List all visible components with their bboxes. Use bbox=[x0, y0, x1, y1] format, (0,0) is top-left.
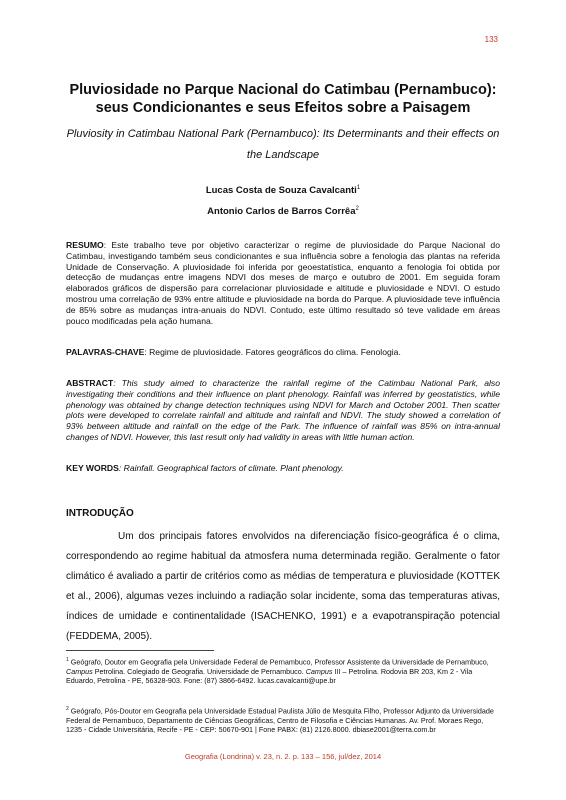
footnote-text: Geógrafo, Pós-Doutor em Geografia pela Universidade Estadual Paulista Júlio de Mesquita Filho, Professor Adjunto da Universidade Federal de Pernambuco, Departamento de Ciências Geográficas, Centro de Filosofia e Ciências Humanas. Av. Prof. Moraes Rego, 1235 - Cidade Universitária, Recife - PE - CEP: 50670-901 | Fone PABX: (81) 2126.8000. dbiase2001@terra.com.br bbox=[66, 706, 494, 734]
footnote-marker: 1 bbox=[66, 657, 69, 663]
resumo-block bbox=[66, 240, 500, 326]
palavras-chave-block bbox=[66, 347, 500, 358]
author-footnote-ref: 1 bbox=[356, 185, 361, 191]
author-1 bbox=[0, 185, 566, 196]
page-number: 133 bbox=[484, 35, 498, 44]
footnote-1 bbox=[66, 656, 500, 685]
abstract-label: ABSTRACT bbox=[66, 378, 114, 388]
footnote-italic: Campus bbox=[66, 666, 93, 676]
footnote-text: Geógrafo, Doutor em Geografia pela Universidade Federal de Pernambuco, Professor Assistente da Universidade de Pernambuco, bbox=[70, 657, 489, 667]
keywords-block bbox=[66, 463, 500, 474]
journal-footer: Geografia (Londrina) v. 23, n. 2. p. 133 – 156, jul/dez, 2014 bbox=[184, 752, 382, 761]
footnote-text: III – Petrolina. Rodovia BR 203, Km 2 - Vila Eduardo, Petrolina - PE, 56328-903. Fone: (87) 3866-6492. lucas.cavalcanti@upe.br bbox=[66, 666, 473, 685]
keywords-text: : Rainfall. Geographical factors of climate. Plant phenology. bbox=[118, 463, 344, 473]
footnote-marker: 2 bbox=[66, 706, 69, 712]
footnote-divider bbox=[66, 650, 214, 651]
paper-subtitle: Pluviosity in Catimbau National Park (Pernambuco): Its Determinants and their effects on the Landscape bbox=[66, 128, 500, 161]
footnote-2 bbox=[66, 705, 500, 734]
author-name: Antonio Carlos de Barros Corrêa bbox=[207, 206, 356, 218]
resumo-text: : Este trabalho teve por objetivo caracterizar o regime de pluviosidade do Parque Nacional do Catimbau, investigando também seus condicionantes e sua influência sobre a fenologia das plantas na referida Unidade de Conservação. A pluviosidade foi inferida por geoestatística, enquanto a fenologia foi obtida por detecção de mudanças entre imagens NDVI dos meses de março e outubro de 2001. Em seguida foram elaborados gráficos de dispersão para correlacionar pluviosidade e altitude e pluviosidade e NDVI. O estudo mostrou uma correlação de 93% entre altitude e pluviosidade na borda do Parque. A pluviosidade teve influência de 85% sobre as mudanças intra-anuais do NDVI. Contudo, este último resultado só teve validade em áreas pouco modificadas pela ação humana. bbox=[66, 240, 500, 326]
footnote-text: Petrolina. Colegiado de Geografia. Universidade de Pernambuco. bbox=[92, 666, 306, 676]
section-heading: INTRODUÇÃO bbox=[66, 508, 134, 519]
intro-text: Um dos principais fatores envolvidos na diferenciação físico-geográfica é o clima, correspondendo ao regime habitual da atmosfera numa determinada região. Geralmente o fator climático é avaliado a partir de critérios como as médias de temperatura e pluviosidade (KOTTEK et al., 2006), algumas vezes incluindo a radiação solar incidente, soma das temperaturas ativas, índices de umidade e continentalidade (ISACHENKO, 1991) e a evapotranspiração potencial (FEDDEMA, 2005). bbox=[66, 531, 500, 642]
author-footnote-ref: 2 bbox=[355, 206, 359, 212]
intro-paragraph bbox=[66, 527, 500, 647]
author-2 bbox=[0, 206, 566, 217]
paper-title: Pluviosidade no Parque Nacional do Catimbau (Pernambuco): seus Condicionantes e seus Efeitos sobre a Paisagem bbox=[69, 82, 497, 116]
abstract-block bbox=[66, 378, 500, 443]
keywords-label: KEY WORDS bbox=[66, 463, 119, 473]
author-name: Lucas Costa de Souza Cavalcanti bbox=[205, 185, 357, 197]
footnote-italic: Campus bbox=[305, 666, 333, 676]
palavras-chave-text: : Regime de pluviosidade. Fatores geográficos do clima. Fenologia. bbox=[144, 347, 401, 357]
abstract-text: : This study aimed to characterize the rainfall regime of the Catimbau National Park, also investigating their conditions and their influence on plant phenology. Rainfall was inferred by geostatistics, while phenology was obtained by change detection techniques using NDVI for March and October 2001. Then scatter plots were developed to correlate rainfall and altitude and rainfall and NDVI. The study showed a correlation of 93% between altitude and rainfall on the edge of the Park. The influence of rainfall was 85% on intra-annual changes of NDVI. However, this last result only had validity in areas with little human action. bbox=[66, 378, 500, 442]
palavras-chave-label: PALAVRAS-CHAVE bbox=[66, 347, 145, 357]
resumo-label: RESUMO bbox=[66, 240, 104, 250]
